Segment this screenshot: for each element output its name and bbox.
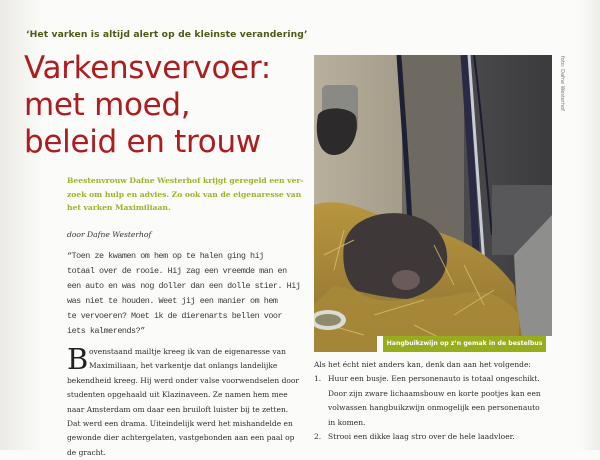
body-line: naar Amsterdam om daar een bruiloft luister bij te zetten.: [67, 404, 289, 414]
email-quote: [67, 249, 309, 340]
article-kicker: ‘Het varken is altijd alert op de kleinste verandering’: [26, 29, 308, 40]
quote-line: was niet te houden. Weet jij een manier om hem: [67, 296, 278, 307]
body-line: de gracht.: [67, 447, 106, 457]
list-number: 2.: [314, 432, 322, 442]
body-line: gewonde dier achtergelaten, vastgebonden aan een paal op: [67, 433, 295, 443]
pig-in-van-illustration: [314, 55, 552, 352]
body-line: studenten opgehaald uit Klazinaveen. Ze namen hem mee: [67, 390, 288, 400]
quote-line: iets kalmerends?”: [67, 326, 145, 337]
title-line: Varkensvervoer:: [24, 50, 271, 86]
pig-photo: [314, 55, 552, 352]
photo-caption: Hangbuikzwijn op z’n gemak in de bestelbus: [383, 336, 546, 352]
body-text-left: [67, 342, 307, 460]
quote-line: “Toen ze kwamen om hem op te halen ging hij: [67, 251, 264, 261]
list-line: Strooi een dikke laag stro over de hele laadvloer.: [328, 432, 515, 442]
page-edge-shadow: [578, 0, 600, 450]
body-line: bekendheid kreeg. Hij werd onder valse voorwendselen door: [67, 375, 299, 385]
body-line: ovenstaand mailtje kreeg ik van de eigenaresse van: [89, 347, 286, 356]
article-intro: [67, 174, 305, 215]
intro-line: het varken Maximiliaan.: [67, 203, 171, 212]
list-line: Door zijn zware lichaamsbouw en korte pootjes kan een: [328, 388, 541, 398]
quote-line: een auto en was nog doller dan een dolle stier. Hij: [67, 281, 301, 292]
intro-line: Beestenvrouw Dafne Westerhof krijgt geregeld een ver-: [67, 176, 304, 185]
list-intro: Als het écht niet anders kan, denk dan aan het volgende:: [314, 360, 531, 369]
quote-line: te vervoeren? Moet ik de dierenarts bellen voor: [67, 311, 283, 322]
drop-cap: B: [67, 342, 89, 376]
list-number: 1.: [314, 374, 322, 384]
body-line: Maximiliaan, het varkentje dat onlangs landelijke: [89, 361, 278, 371]
list-line: volwassen hangbuikzwijn onmogelijk een personenauto: [328, 403, 540, 413]
list-line: Huur een busje. Een personenauto is totaal ongeschikt.: [328, 374, 540, 384]
title-line: met moed,: [24, 87, 191, 123]
title-line: beleid en trouw: [24, 124, 261, 160]
photo-credit: foto: Dafne Westerhof: [559, 56, 565, 111]
list-item: [314, 430, 554, 444]
body-text-right: [314, 358, 554, 444]
quote-line: totaal over de rooie. Hij zag een vreemde man en: [67, 266, 287, 277]
body-line: Dat werd een drama. Uiteindelijk werd het mishandelde en: [67, 419, 293, 429]
article-title: [24, 50, 271, 161]
intro-line: zoek om hulp en advies. Zo ook van de eigenaresse van: [67, 189, 302, 199]
list-item: [314, 372, 554, 430]
list-line: in komen.: [328, 417, 366, 427]
byline: door Dafne Westerhof: [67, 230, 152, 239]
